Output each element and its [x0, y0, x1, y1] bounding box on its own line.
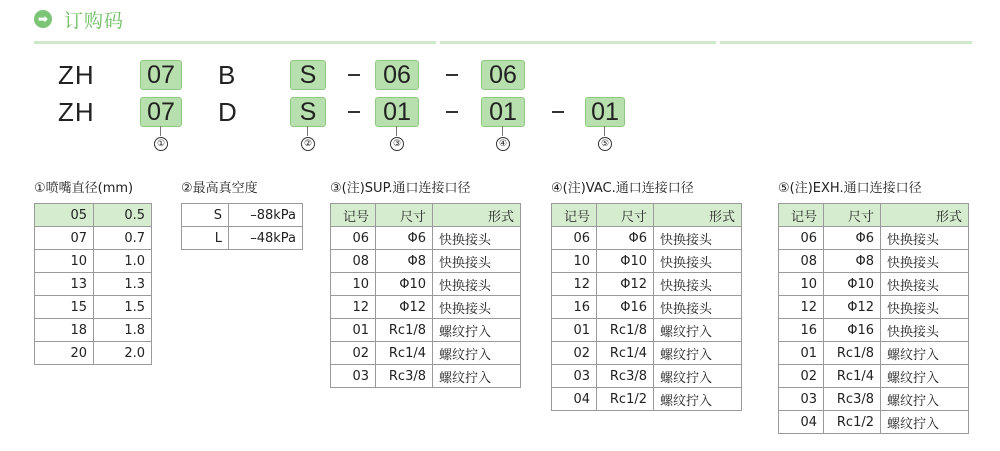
table-row — [779, 365, 969, 388]
table-row — [552, 342, 742, 365]
table-cell: 03 — [331, 365, 376, 388]
table-cell: 螺纹拧入 — [433, 319, 521, 342]
code-dash — [348, 111, 360, 113]
table-row — [331, 342, 521, 365]
table-cell: 16 — [552, 296, 597, 319]
table-header-row — [331, 204, 521, 227]
table-cell: 03 — [552, 365, 597, 388]
table-cell: 1.8 — [94, 319, 152, 342]
table-cell: 快换接头 — [881, 319, 969, 342]
table-cell: 快换接头 — [654, 273, 742, 296]
table-cell: 04 — [552, 388, 597, 411]
table-cell: Φ12 — [824, 296, 881, 319]
table-cell: 01 — [331, 319, 376, 342]
table-row — [552, 250, 742, 273]
table-cell: 02 — [331, 342, 376, 365]
code-sup-box: 06 — [375, 60, 419, 90]
table-title-vacuum: ②最高真空度 — [181, 181, 258, 196]
table-cell: Φ10 — [597, 250, 654, 273]
table-cell: –88kPa — [229, 204, 303, 227]
marker-5: ⑤ — [598, 137, 612, 151]
table-cell: 08 — [331, 250, 376, 273]
table-cell: 2.0 — [94, 342, 152, 365]
table-cell: 10 — [331, 273, 376, 296]
table-row — [331, 365, 521, 388]
table-cell: 04 — [779, 411, 824, 434]
code-dash — [446, 74, 458, 76]
table-row — [779, 342, 969, 365]
table-header-row — [779, 204, 969, 227]
code-prefix: ZH — [58, 97, 95, 127]
table-cell: 06 — [779, 227, 824, 250]
table-cell: S — [182, 204, 229, 227]
table-row — [35, 296, 152, 319]
table-cell: 快换接头 — [881, 250, 969, 273]
table-cell: 1.3 — [94, 273, 152, 296]
table-cell: 15 — [35, 296, 94, 319]
divider-line — [720, 41, 972, 44]
table-header-row — [552, 204, 742, 227]
table-row — [331, 250, 521, 273]
table-cell: 快换接头 — [881, 296, 969, 319]
table-cell: 快换接头 — [433, 296, 521, 319]
code-mark-box: S — [290, 97, 326, 127]
leader-line — [307, 126, 308, 136]
code-size-box: 07 — [140, 97, 182, 127]
table-cell: 08 — [779, 250, 824, 273]
table-cell: 快换接头 — [654, 296, 742, 319]
table-cell: 快换接头 — [654, 227, 742, 250]
table-row — [35, 227, 152, 250]
table-cell: 01 — [552, 319, 597, 342]
code-vac-box: 01 — [481, 97, 525, 127]
table-row — [552, 388, 742, 411]
table-cell: 07 — [35, 227, 94, 250]
table-cell: 快换接头 — [433, 273, 521, 296]
table-cell: 螺纹拧入 — [654, 342, 742, 365]
marker-1: ① — [154, 137, 168, 151]
vac-port-table — [551, 203, 742, 411]
table-header: 记号 — [552, 204, 597, 227]
table-cell: 06 — [552, 227, 597, 250]
table-cell: L — [182, 227, 229, 250]
table-cell: 螺纹拧入 — [433, 365, 521, 388]
table-header: 记号 — [331, 204, 376, 227]
table-cell: 螺纹拧入 — [881, 388, 969, 411]
table-row — [331, 273, 521, 296]
table-row — [552, 273, 742, 296]
table-cell: 16 — [779, 319, 824, 342]
table-row — [552, 365, 742, 388]
table-row — [35, 204, 152, 227]
table-cell: Φ12 — [376, 296, 433, 319]
table-cell: 05 — [35, 204, 94, 227]
table-cell: Φ6 — [824, 227, 881, 250]
order-code-row-2 — [0, 97, 1000, 127]
table-row — [331, 319, 521, 342]
table-cell: Φ6 — [376, 227, 433, 250]
table-cell: 快换接头 — [433, 250, 521, 273]
table-cell: 13 — [35, 273, 94, 296]
code-vac-box: 06 — [481, 60, 525, 90]
section-title: 订购码 — [64, 9, 125, 32]
table-cell: 螺纹拧入 — [881, 365, 969, 388]
table-header: 形式 — [881, 204, 969, 227]
table-row — [182, 227, 303, 250]
table-cell: 18 — [35, 319, 94, 342]
table-cell: 10 — [35, 250, 94, 273]
table-row — [779, 227, 969, 250]
table-row — [779, 411, 969, 434]
table-row — [35, 342, 152, 365]
marker-3: ③ — [390, 137, 404, 151]
table-cell: Φ6 — [597, 227, 654, 250]
leader-line — [396, 126, 397, 136]
leader-line — [502, 126, 503, 136]
table-cell: Rc1/2 — [597, 388, 654, 411]
table-row — [552, 319, 742, 342]
table-cell: 螺纹拧入 — [654, 365, 742, 388]
table-row — [779, 273, 969, 296]
table-cell: 1.5 — [94, 296, 152, 319]
table-cell: 20 — [35, 342, 94, 365]
table-cell: 0.5 — [94, 204, 152, 227]
table-cell: Rc3/8 — [824, 388, 881, 411]
order-code-row-1 — [0, 60, 1000, 90]
code-type: D — [218, 97, 238, 127]
code-dash — [552, 111, 564, 113]
table-header: 形式 — [433, 204, 521, 227]
table-cell: Rc3/8 — [597, 365, 654, 388]
table-row — [779, 319, 969, 342]
table-row — [779, 296, 969, 319]
table-row — [182, 204, 303, 227]
table-header: 形式 — [654, 204, 742, 227]
table-cell: Rc1/8 — [597, 319, 654, 342]
table-cell: 螺纹拧入 — [654, 319, 742, 342]
divider-line — [34, 41, 436, 44]
table-row — [779, 250, 969, 273]
table-row — [552, 227, 742, 250]
exh-port-table — [778, 203, 969, 434]
table-cell: Φ8 — [824, 250, 881, 273]
table-cell: Φ16 — [824, 319, 881, 342]
table-cell: Rc1/8 — [824, 342, 881, 365]
nozzle-table — [34, 203, 152, 365]
table-cell: Rc1/4 — [824, 365, 881, 388]
table-cell: Rc3/8 — [376, 365, 433, 388]
marker-4: ④ — [496, 137, 510, 151]
vacuum-table — [181, 203, 303, 250]
table-cell: 快换接头 — [654, 250, 742, 273]
table-row — [35, 273, 152, 296]
sup-port-table — [330, 203, 521, 388]
code-prefix: ZH — [58, 60, 95, 90]
table-cell: 螺纹拧入 — [881, 411, 969, 434]
table-cell: 02 — [779, 365, 824, 388]
table-row — [35, 250, 152, 273]
table-cell: 快换接头 — [881, 273, 969, 296]
table-cell: 10 — [779, 273, 824, 296]
table-cell: Φ10 — [824, 273, 881, 296]
table-cell: Φ12 — [597, 273, 654, 296]
table-cell: 10 — [552, 250, 597, 273]
table-cell: Rc1/4 — [376, 342, 433, 365]
table-title-vac: ④(注)VAC.通口连接口径 — [551, 181, 694, 196]
table-cell: 12 — [331, 296, 376, 319]
table-cell: 0.7 — [94, 227, 152, 250]
table-cell: Φ8 — [376, 250, 433, 273]
code-mark-box: S — [290, 60, 326, 90]
table-cell: 螺纹拧入 — [433, 342, 521, 365]
code-type: B — [218, 60, 237, 90]
table-cell: Φ16 — [597, 296, 654, 319]
table-cell: 03 — [779, 388, 824, 411]
table-cell: 螺纹拧入 — [654, 388, 742, 411]
table-header: 尺寸 — [824, 204, 881, 227]
table-cell: 12 — [779, 296, 824, 319]
divider-line — [440, 41, 716, 44]
table-row — [35, 319, 152, 342]
table-row — [331, 227, 521, 250]
table-cell: 1.0 — [94, 250, 152, 273]
section-header — [34, 6, 124, 32]
table-title-nozzle: ①喷嘴直径(mm) — [34, 181, 134, 196]
code-sup-box: 01 — [375, 97, 419, 127]
code-size-box: 07 — [140, 60, 182, 90]
arrow-right-circle-icon: ➡ — [34, 10, 52, 28]
table-cell: 06 — [331, 227, 376, 250]
code-dash — [348, 74, 360, 76]
table-header: 尺寸 — [376, 204, 433, 227]
table-cell: 12 — [552, 273, 597, 296]
code-exh-box: 01 — [585, 97, 625, 127]
table-cell: 螺纹拧入 — [881, 342, 969, 365]
table-cell: 快换接头 — [433, 227, 521, 250]
table-row — [779, 388, 969, 411]
marker-2: ② — [301, 137, 315, 151]
table-cell: Rc1/2 — [824, 411, 881, 434]
table-cell: 01 — [779, 342, 824, 365]
table-cell: 02 — [552, 342, 597, 365]
table-cell: 快换接头 — [881, 227, 969, 250]
table-row — [331, 296, 521, 319]
table-cell: –48kPa — [229, 227, 303, 250]
leader-line — [604, 126, 605, 136]
table-title-sup: ③(注)SUP.通口连接口径 — [330, 181, 471, 196]
table-cell: Φ10 — [376, 273, 433, 296]
table-header: 记号 — [779, 204, 824, 227]
table-row — [552, 296, 742, 319]
table-cell: Rc1/8 — [376, 319, 433, 342]
table-cell: Rc1/4 — [597, 342, 654, 365]
table-title-exh: ⑤(注)EXH.通口连接口径 — [778, 181, 922, 196]
code-dash — [446, 111, 458, 113]
leader-line — [160, 126, 161, 136]
table-header: 尺寸 — [597, 204, 654, 227]
